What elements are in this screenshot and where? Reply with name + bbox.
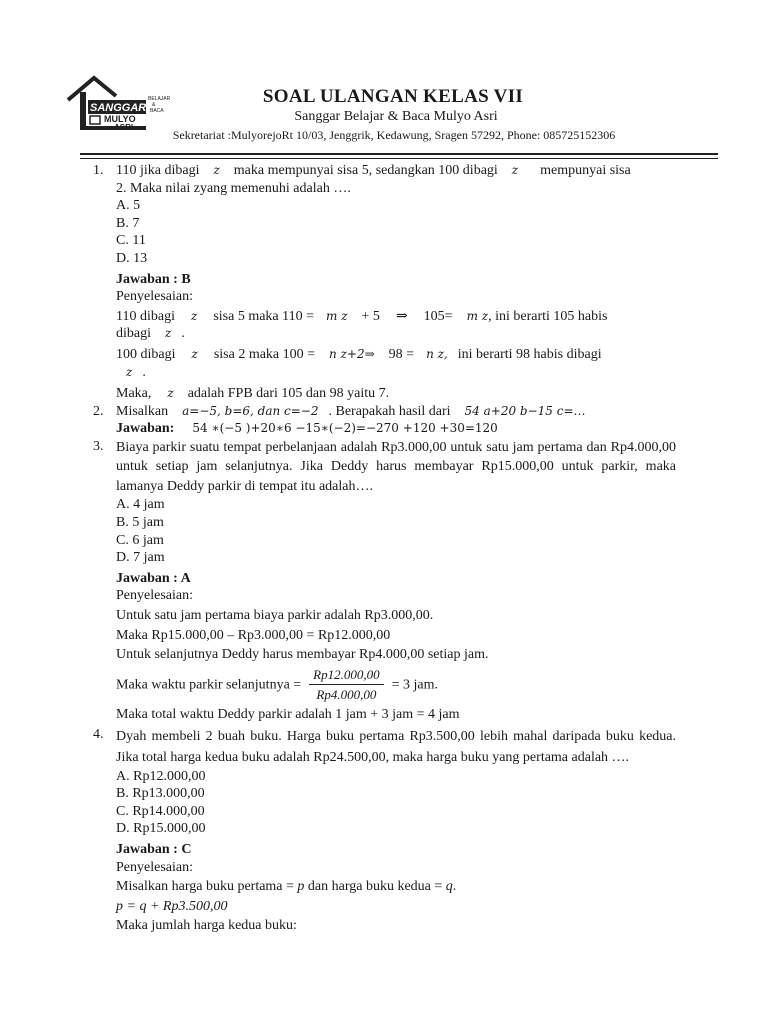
solution-line: Untuk satu jam pertama biaya parkir adalah Rp3.000,00. xyxy=(116,607,434,623)
math-expr: n z+2⇒ xyxy=(329,346,375,361)
solution-line: Maka jumlah harga kedua buku: xyxy=(116,918,297,934)
answer-label: Jawaban: xyxy=(116,421,175,437)
fraction-numerator: Rp12.000,00 xyxy=(309,666,383,686)
svg-text:SANGGAR: SANGGAR xyxy=(90,102,147,114)
text-fragment: Maka, xyxy=(116,386,152,402)
text-fragment: Maka waktu parkir selanjutnya = xyxy=(116,677,302,693)
header-rule-thick xyxy=(80,153,718,155)
option: B. Rp13.000,00 xyxy=(116,786,205,802)
math-expr: n z, xyxy=(426,346,448,361)
text-fragment: sisa 5 maka 110 = xyxy=(213,308,315,324)
solution-line xyxy=(0,325,676,343)
option: C. 11 xyxy=(116,233,146,249)
svg-text:BELAJAR: BELAJAR xyxy=(148,96,171,102)
text-fragment: . xyxy=(142,364,146,380)
math-expr: m z xyxy=(466,308,489,323)
solution-line: Untuk selanjutnya Deddy harus membayar Rp4.000,00 setiap jam. xyxy=(116,647,489,663)
math-var: z xyxy=(190,308,198,323)
svg-text:ASRI: ASRI xyxy=(114,123,134,132)
question-1 xyxy=(0,162,768,403)
math-expr: 54 ∗(−5 )+20∗6 −15∗(−2)=−270 +120 +30=120 xyxy=(192,421,498,436)
option: D. 7 jam xyxy=(116,550,165,566)
text-fragment: dan harga buku kedua = xyxy=(307,879,443,895)
text-fragment: 110 jika dibagi xyxy=(116,163,200,178)
option: B. 5 jam xyxy=(116,515,164,530)
math-expr: 54 a+20 b−15 c=… xyxy=(464,403,586,418)
solution-label: Penyelesaian: xyxy=(116,588,193,604)
math-expr: a=−5, b=6, dan c=−2 xyxy=(182,403,319,418)
text-fragment: 110 dibagi xyxy=(116,308,175,324)
text-fragment: mempunyai sisa xyxy=(540,163,631,178)
math-var: z xyxy=(213,163,220,177)
text-fragment: 100 dibagi xyxy=(116,346,176,362)
fraction-denominator: Rp4.000,00 xyxy=(316,687,377,703)
solution-line: p = q + Rp3.500,00 xyxy=(116,898,228,914)
question-text: Dyah membeli 2 buah buku. Harga buku pertama Rp3.500,00 lebih mahal daripada buku kedua. Jika total harga kedua buku adalah Rp24.500,00, maka harga buku yang pertama adalah …. xyxy=(116,728,676,765)
math-expr: m z xyxy=(326,308,348,323)
text-fragment: 105= xyxy=(423,308,453,324)
text-fragment: 98 = xyxy=(388,346,415,362)
math-var: z xyxy=(191,346,198,361)
implies-symbol: ⇒ xyxy=(395,308,408,324)
text-fragment: . xyxy=(181,326,185,342)
solution-label: Penyelesaian: xyxy=(116,859,193,875)
option: C. Rp14.000,00 xyxy=(116,803,205,819)
solution-line xyxy=(0,878,676,896)
question-text: Biaya parkir suatu tempat perbelanjaan adalah Rp3.000,00 untuk satu jam pertama dan Rp4.000,00 untuk setiap jam selanjutnya. Jika Deddy harus membayar Rp15.000,00 untuk parkir, maka lamanya Deddy parkir di tempat itu adalah…. xyxy=(116,439,676,494)
solution-line: Maka total waktu Deddy parkir adalah 1 jam + 3 jam = 4 jam xyxy=(116,706,460,722)
math-var: z xyxy=(167,386,174,401)
question-2 xyxy=(0,403,768,438)
option: A. Rp12.000,00 xyxy=(116,768,206,784)
text-fragment: + 5 xyxy=(361,308,380,324)
math-var: z xyxy=(511,163,519,177)
solution-line xyxy=(0,385,676,403)
question-4 xyxy=(0,726,768,935)
solution-line xyxy=(0,308,676,326)
question-number: 2. xyxy=(93,403,104,419)
question-number: 1. xyxy=(93,163,104,178)
text-fragment: , ini berarti 105 habis xyxy=(488,308,608,324)
svg-text:&: & xyxy=(152,102,156,108)
option: B. 7 xyxy=(116,215,140,231)
math-var: z xyxy=(126,364,133,379)
solution-line xyxy=(0,364,676,382)
option: A. 5 xyxy=(116,198,141,214)
answer xyxy=(0,420,676,438)
answer: Jawaban : C xyxy=(116,841,192,857)
text-fragment: Misalkan xyxy=(116,403,169,419)
text-fragment: sisa 2 maka 100 = xyxy=(213,346,316,362)
answer: Jawaban : A xyxy=(116,570,191,586)
svg-text:MULYO: MULYO xyxy=(104,114,136,124)
address-line: Sekretariat :MulyorejoRt 10/03, Jenggrik, Kedawung, Sragen 57292, Phone: 085725152306 xyxy=(172,128,616,142)
option: D. Rp15.000,00 xyxy=(116,821,206,837)
text-fragment: dibagi xyxy=(116,326,151,342)
option: A. 4 jam xyxy=(116,497,165,513)
option: C. 6 jam xyxy=(116,532,164,548)
question-number: 4. xyxy=(93,726,104,742)
question-3 xyxy=(0,438,768,724)
page-title: SOAL ULANGAN KELAS VII xyxy=(262,86,524,107)
solution-line xyxy=(0,666,676,704)
answer: Jawaban : B xyxy=(116,271,191,287)
question-number: 3. xyxy=(93,438,104,454)
text-fragment: . Berapakah hasil dari xyxy=(328,403,451,419)
page-subtitle: Sanggar Belajar & Baca Mulyo Asri xyxy=(294,109,498,124)
solution-line: Maka Rp15.000,00 – Rp3.000,00 = Rp12.000,00 xyxy=(116,627,391,643)
question-text-cont: 2. Maka nilai zyang memenuhi adalah …. xyxy=(116,180,351,196)
solution-line xyxy=(0,346,676,364)
solution-label: Penyelesaian: xyxy=(116,289,193,305)
fraction xyxy=(309,666,383,704)
text-fragment: ini berarti 98 habis dibagi xyxy=(457,346,602,362)
math-var: p xyxy=(297,879,305,895)
text-fragment: = 3 jam. xyxy=(391,677,439,693)
text-fragment: Misalkan harga buku pertama = xyxy=(116,879,294,895)
header-rule-thin xyxy=(80,158,718,159)
exam-content xyxy=(0,162,768,935)
text-fragment: adalah FPB dari 105 dan 98 yaitu 7. xyxy=(187,386,390,402)
text-fragment: maka mempunyai sisa 5, sedangkan 100 dibagi xyxy=(233,163,498,178)
option: D. 13 xyxy=(116,250,148,266)
svg-text:BACA: BACA xyxy=(150,108,164,114)
math-var: q xyxy=(445,879,453,895)
math-var: z xyxy=(165,326,172,341)
text-fragment: . xyxy=(452,879,457,895)
